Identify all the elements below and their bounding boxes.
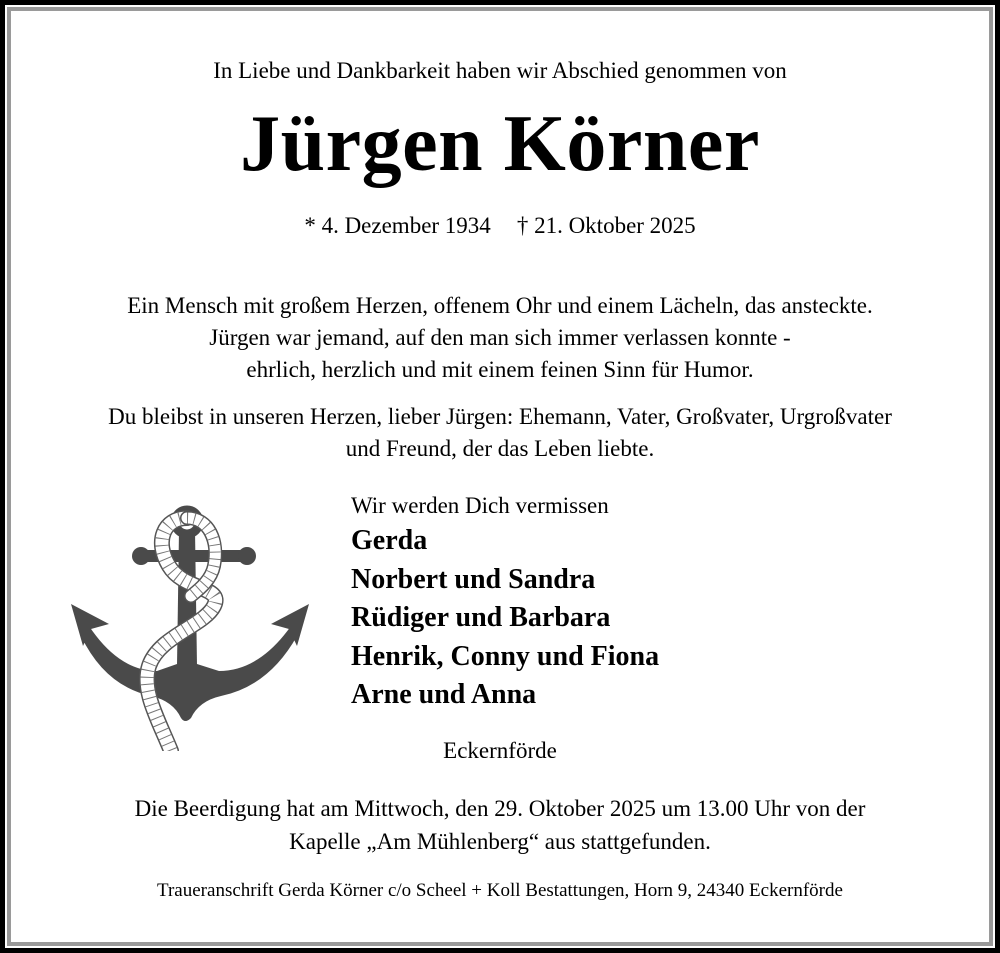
mourning-address: Traueranschrift Gerda Körner c/o Scheel + Koll Bestattungen, Horn 9, 24340 Eckernförde <box>157 880 843 901</box>
funeral-line: Die Beerdigung hat am Mittwoch, den 29. Oktober 2025 um 13.00 Uhr von der <box>134 796 866 821</box>
deceased-name: Jürgen Körner <box>240 100 760 188</box>
funeral-info <box>11 792 989 858</box>
mourners-block <box>351 490 659 715</box>
funeral-line: Kapelle „Am Mühlenberg“ aus stattgefunden. <box>289 829 711 854</box>
death-date: † 21. Oktober 2025 <box>516 213 696 238</box>
remembrance-line: und Freund, der das Leben liebte. <box>345 436 655 461</box>
mourner-name: Henrik, Conny und Fiona <box>351 640 660 672</box>
tribute-paragraph <box>11 290 989 386</box>
intro-text: In Liebe und Dankbarkeit haben wir Abschied genommen von <box>213 58 787 83</box>
remembrance-line: Du bleibst in unseren Herzen, lieber Jürgen: Ehemann, Vater, Großvater, Urgroßvater <box>108 404 892 429</box>
life-dates <box>11 213 989 239</box>
mourner-name: Arne und Anna <box>351 679 537 710</box>
miss-you-text: Wir werden Dich vermissen <box>351 493 609 518</box>
obituary-notice <box>11 11 989 942</box>
mourner-name: Rüdiger und Barbara <box>351 602 611 633</box>
anchor-with-rope-icon <box>69 496 309 751</box>
mourner-name: Norbert und Sandra <box>351 563 596 595</box>
tribute-line: ehrlich, herzlich und mit einem feinen Sinn für Humor. <box>246 357 754 382</box>
tribute-line: Jürgen war jemand, auf den man sich immer verlassen konnte - <box>209 325 791 350</box>
remembrance-paragraph <box>11 401 989 465</box>
mourner-name: Gerda <box>351 525 428 556</box>
tribute-line: Ein Mensch mit großem Herzen, offenem Ohr und einem Lächeln, das ansteckte. <box>127 293 873 318</box>
birth-date: * 4. Dezember 1934 <box>304 213 491 238</box>
place-name: Eckernförde <box>443 738 557 763</box>
